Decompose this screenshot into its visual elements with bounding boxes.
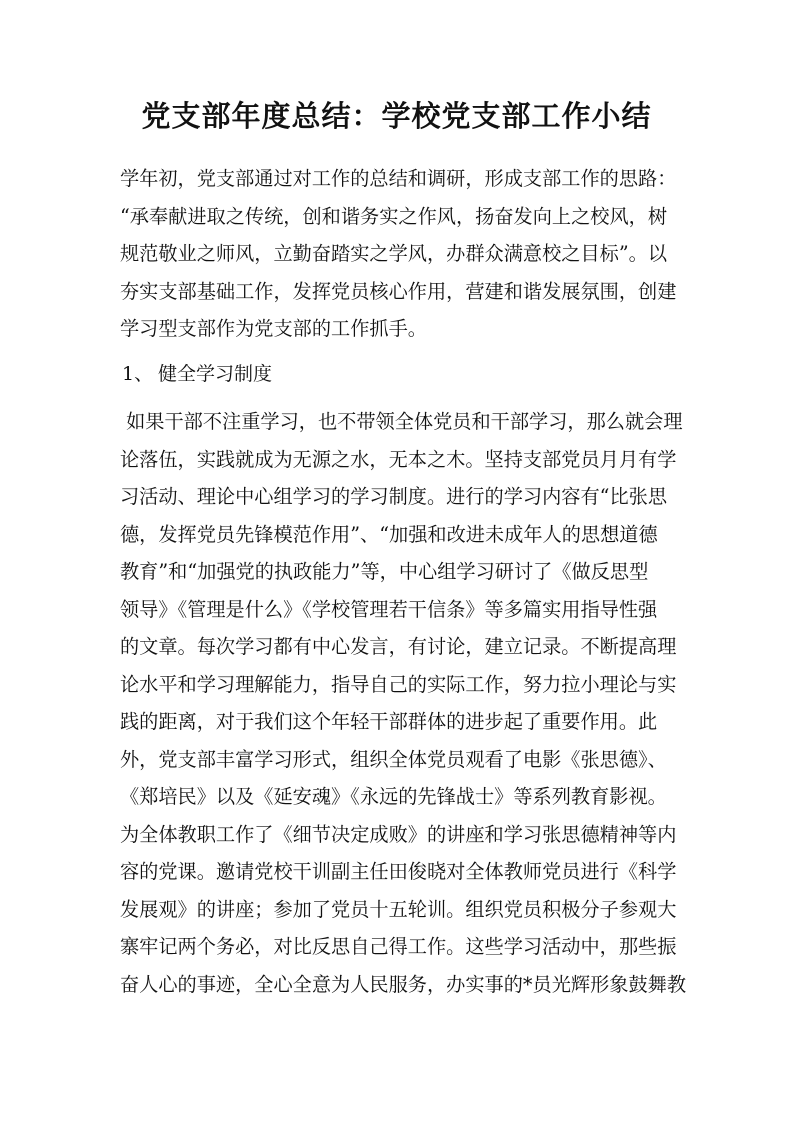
- body-line: 践的距离，对于我们这个年轻干部群体的进步起了重要作用。此: [120, 710, 658, 733]
- intro-line: 夯实支部基础工作，发挥党员核心作用，营建和谐发展氛围，创建: [120, 279, 677, 303]
- intro-line: “承奉献进取之传统，创和谐务实之作风，扬奋发向上之校风，树: [120, 204, 668, 228]
- body-line: 为全体教职工作了《细节决定成败》的讲座和学习张思德精神等内: [120, 822, 677, 846]
- body-line: 外，党支部丰富学习形式，组织全体党员观看了电影《张思德》、: [120, 747, 667, 771]
- intro-line: 学习型支部作为党支部的工作抓手。: [120, 317, 427, 340]
- body-line: 发展观》的讲座；参加了党员十五轮训。组织党员积极分子参观大: [120, 897, 677, 921]
- section-number: 1、: [122, 363, 154, 385]
- body-line: 奋人心的事迹，全心全意为人民服务，办实事的*员光辉形象鼓舞教: [120, 972, 687, 996]
- body-line: 论落伍，实践就成为无源之水，无本之木。坚持支部党员月月有学: [120, 447, 677, 471]
- body-line: 教育”和“加强党的执政能力”等，中心组学习研讨了《做反思型: [120, 560, 649, 583]
- body-line: 的文章。每次学习都有中心发言，有讨论，建立记录。不断提高理: [120, 635, 677, 658]
- section-heading-text: 健全学习制度: [158, 363, 273, 385]
- intro-paragraph: [120, 160, 678, 348]
- body-line: 《郑培民》以及《延安魂》《永远的先锋战士》等系列教育影视。: [120, 785, 667, 808]
- body-line: 德，发挥党员先锋模范作用”、“加强和改进未成年人的思想道德: [120, 522, 658, 546]
- document-title: 党支部年度总结：学校党支部工作小结: [141, 99, 652, 133]
- section-heading: [122, 356, 272, 393]
- intro-line: 学年初，党支部通过对工作的总结和调研，形成支部工作的思路：: [120, 167, 677, 190]
- body-line: 容的党课。邀请党校干训副主任田俊晓对全体教师党员进行《科学: [120, 860, 677, 883]
- intro-line: 规范敬业之师风，立勤奋踏实之学风，办群众满意校之目标”。以: [120, 242, 668, 265]
- body-line: 论水平和学习理解能力，指导自己的实际工作，努力拉小理论与实: [120, 672, 677, 696]
- body-line: 领导》《管理是什么》《学校管理若干信条》等多篇实用指导性强: [120, 597, 658, 621]
- body-line: 寨牢记两个务必，对比反思自己得工作。这些学习活动中，那些振: [120, 935, 677, 958]
- body-line: 如果干部不注重学习，也不带领全体党员和干部学习，那么就会理: [120, 410, 683, 433]
- body-paragraph: [120, 403, 687, 1003]
- body-line: 习活动、理论中心组学习的学习制度。进行的学习内容有“比张思: [120, 485, 668, 508]
